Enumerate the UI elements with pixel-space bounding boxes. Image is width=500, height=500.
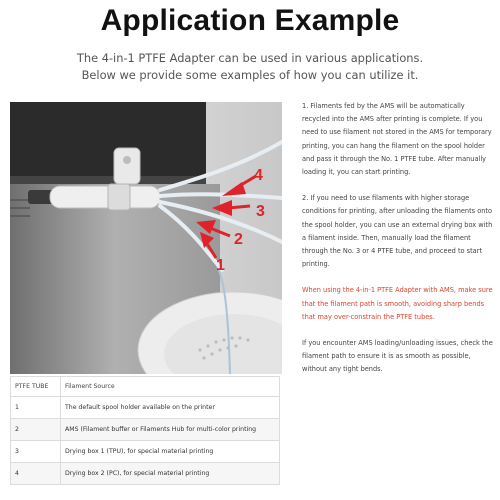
tube-label-4: 4 [254,167,263,184]
table-header: Filament Source [61,377,280,397]
tube-label-1: 1 [216,257,225,274]
table-cell: 4 [11,463,61,485]
table-cell: 2 [11,419,61,441]
table-row [11,463,280,485]
page-subtitle [20,50,480,84]
adapter-body [50,186,160,208]
page-title: Application Example [100,4,400,37]
adapter-illustration [10,102,282,374]
warning-paragraph: When using the 4-in-1 PTFE Adapter with AMS, make sure that the filament path is smooth, avoiding sharp bends that may over-constrain the PTFE tubes. [302,286,493,321]
instructions [302,100,494,390]
instruction-paragraph-2: 2. If you need to use filaments with higher storage conditions for printing, after unloading the filaments onto the spool holder, you can use an external drying box with a filament inside. Then, manually load the filament through the No. 3 or 4 PTFE tube, and proceed to start printing. [302,194,493,269]
table-cell: Drying box 1 (TPU), for special material printing [61,441,280,463]
table-cell: Drying box 2 (PC), for special material printing [61,463,280,485]
tube-label-2: 2 [234,231,243,248]
table-cell: The default spool holder available on the printer [61,397,280,419]
printer-edge [10,176,206,184]
hook-hole [123,156,131,164]
table-cell: AMS (Filament buffer or Filaments Hub for multi-color printing [61,419,280,441]
hook-holder [114,148,140,184]
subtitle-line-1: The 4-in-1 PTFE Adapter can be used in various applications. [76,51,424,65]
ptfe-tube-table [10,376,280,485]
product-photo [10,102,282,374]
printer-top [10,102,206,180]
table-row [11,441,280,463]
tube-label-3: 3 [256,203,265,220]
subtitle-line-2: Below we provide some examples of how you can utilize it. [81,68,419,82]
table-header: PTFE TUBE [11,377,61,397]
table-cell: 3 [11,441,61,463]
table-header-row [11,377,280,397]
instruction-paragraph-1: 1. Filaments fed by the AMS will be automatically recycled into the AMS after printing is complete. If you need to use filament not stored in the AMS for temporary printing, you can hang the filament on the spool holder and pass it through the No. 1 PTFE tube. After manually loading it, you can start printing. [302,102,492,177]
adapter-clip [108,184,130,210]
table-cell: 1 [11,397,61,419]
instruction-paragraph-3: If you encounter AMS loading/unloading issues, check the filament path to ensure it is as smooth as possible, without any tight bends. [302,339,493,374]
table-row [11,397,280,419]
table-row [11,419,280,441]
